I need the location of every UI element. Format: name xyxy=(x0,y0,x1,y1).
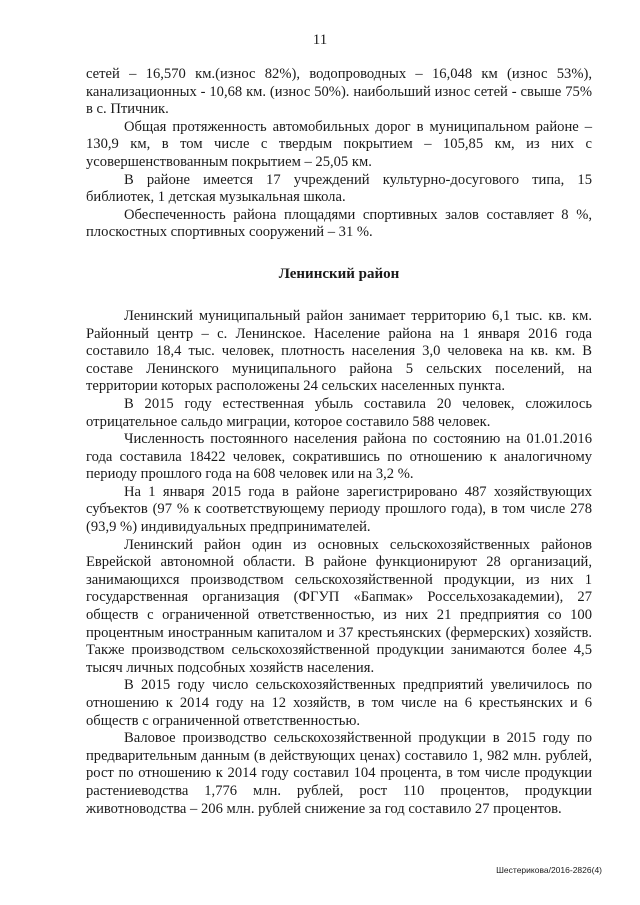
paragraph: Численность постоянного населения района по состоянию на 01.01.2016 года составила 18422 человек, сократившись по отношению к аналогичному периоду прошлого года на 608 человек или на 3,2 %. xyxy=(86,431,592,483)
paragraph: В районе имеется 17 учреждений культурно-досугового типа, 15 библиотек, 1 детская музыкальная школа. xyxy=(86,171,592,206)
paragraph: На 1 января 2015 года в районе зарегистрировано 487 хозяйствующих субъектов (97 % к соответствующему периоду прошлого года), в том числе 278 (93,9 %) индивидуальных предпринимателей. xyxy=(86,483,592,536)
paragraph: Валовое производство сельскохозяйственной продукции в 2015 году по предварительным данным (в действующих ценах) составило 1, 982 млн. рублей, рост по отношению к 2014 году составил 104 процента, в том числе продукции растениеводства 1,776 млн. рублей, рост 110 процентов, продукции животноводства – 206 млн. рублей снижение за год составило 27 процентов. xyxy=(86,730,592,817)
paragraph: Ленинский район один из основных сельскохозяйственных районов Еврейской автономной области. В районе функционируют 28 организаций, занимающихся производством сельскохозяйственной продукции, из них 1 государственная организация (ФГУП «Бапмак» Россельхозакадемии), 27 обществ с ограниченной ответственностью, из них 21 предприятия со 100 процентным иностранным капиталом и 37 крестьянских (фермерских) хозяйств. Также производством сельскохозяйственной продукции занимаются более 4,5 тысяч личных подсобных хозяйств населения. xyxy=(86,536,592,676)
paragraph: Общая протяженность автомобильных дорог в муниципальном районе – 130,9 км, в том числе с твердым покрытием – 105,85 км, из них с усовершенствованным покрытием – 25,05 км. xyxy=(86,118,592,170)
paragraph: сетей – 16,570 км.(износ 82%), водопроводных – 16,048 км (износ 53%), канализационных - 10,68 км. (износ 50%). наибольший износ сетей - свыше 75% в с. Птичник. xyxy=(86,66,592,118)
paragraph: В 2015 году естественная убыль составила 20 человек, сложилось отрицательное сальдо миграции, которое составило 588 человек. xyxy=(86,395,592,430)
paragraph: Ленинский муниципальный район занимает территорию 6,1 тыс. кв. км. Районный центр – с. Ленинское. Население района на 1 января 2016 года составило 18,4 тыс. человек, плотность населения 3,0 человека на кв. км. В составе Ленинского муниципального района 5 сельских поселений, на территории которых расположены 24 сельских населенных пункта. xyxy=(86,307,592,395)
section-heading: Ленинский район xyxy=(278,265,400,282)
paragraph: В 2015 году число сельскохозяйственных предприятий увеличилось по отношению к 2014 году на 12 хозяйств, в том числе на 6 крестьянских и 6 обществ с ограниченной ответственностью. xyxy=(86,677,592,729)
page-number: 11 xyxy=(312,32,328,48)
paragraph: Обеспеченность района площадями спортивных залов составляет 8 %, плоскостных спортивных сооружений – 31 %. xyxy=(86,206,592,241)
document-code: Шестерикова/2016-2826(4) xyxy=(496,865,602,875)
document-body xyxy=(86,66,592,818)
